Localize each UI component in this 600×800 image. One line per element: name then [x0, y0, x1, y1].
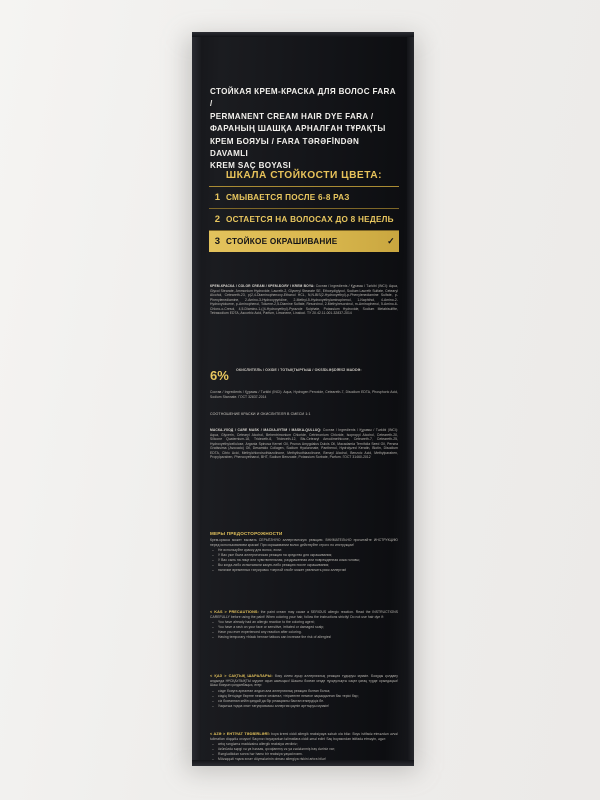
scale-row — [209, 209, 399, 231]
list-item: – сізде бояуға арналған алдын ала аллергиялық реакция болған болса; — [215, 689, 398, 694]
mask-ingredients-body: Aqua, Glycerin, Cetearyl Alcohol, Behentrimonium Chloride, Cetrimonium Chloride, Isopropyl Alcohol, Ceteareth-20, Silicone Quaternium-18, Trideceth-6, Trideceth-12, Bis-Cetearyl Amodimethicone, Ceteareth-7, Ceteareth-25, Hydroxyethylcellulose, Argania Spinosa Kernel Oil, Prunus Amygdalus Dulcis Oil, Macadamia Ternifolia Seed Oil, Persea Gratissima (Avocado) Oil, Desamido Collagen, Sodium Hyaluronate, Panthenol, Hydrolyzed Keratin, Biotin, Disodium EDTA, Citric Acid, Methylchloroisothiazolinone, Methylisothiazolinone, Benzyl Alcohol, Benzoic Acid, Methylparaben, Propylparaben, Phenoxyethanol, BHT, Sodium Benzoate, Potassium Sorbate, Parfum. ГОСТ 31460-2012 — [210, 432, 398, 459]
warnings-kazakh-intro: бояу кілем ауыр аллергиялық реакция тудыруы мүмкін. Бояуды қолдану алдында НҰСҚАУЛЫҚТЫ мұқият оқып шығыңыз! Шашты бояған кезде нұсқаулықты сақат қатаң түрде орындаңыз! Шаш бояуын қолданбаңыз, егер: — [210, 674, 398, 687]
list-item: – Having temporary «black henna» tattoos can increase the risk of allergies! — [215, 635, 398, 640]
warnings-english-intro: the paint cream may cause a SERIOUS allergic reaction. Read the INSTRUCTIONS CAREFULLY before using the paint! When coloring your hair, follow the instructions strictly! Do not use hair dye if: — [210, 610, 398, 619]
warnings-english-list — [210, 620, 398, 640]
cream-ingredients-subheading: Состав / Ingredients / Құрамы / Tərkibi (INCI): — [315, 284, 389, 288]
oxidant-ingredients-body: Состав / Ingredients / Құрамы / Tərkibi (INCI): Aqua, Hydrogen Peroxide, Ceteareth-7, Disodium EDTA, Phosphoric Acid, Sodium Stannate. ГОСТ 32837-2014 — [210, 390, 398, 399]
mix-ratio-text: СООТНОШЕНИЕ КРАСКИ И ОКИСЛИТЕЛЯ В СМЕСИ 1:1 — [210, 412, 311, 416]
list-item: – Уақытша «қара хна» татуировкасы аллергия қаупін арттыруы мүмкін! — [215, 704, 398, 709]
list-item: – üzünüzdə səpgi və ya həssas, qıcıqlanmış və ya zədələnmiş baş dəriniz var; — [215, 747, 398, 752]
scale-title: ШКАЛА СТОЙКОСТИ ЦВЕТА: — [209, 170, 399, 187]
warnings-russian-heading: МЕРЫ ПРЕДОСТОРОЖНОСТИ — [210, 531, 283, 536]
package-right-edge — [407, 32, 414, 766]
product-title-line: ФАРАНЫҢ ШАШҚА АРНАЛҒАН ТҰРАҚТЫ — [210, 124, 386, 134]
cream-ingredients-body: Aqua, Glycol Stearate, Ammonium Hydroxide, Laureth-2, Glyceryl Stearate SE, Ethoxydiglycol, Sodium Laureth Sulfate, Cetearyl Alcohol, Ceteareth-23, p(2,4-Diaminophenoxy-Ethanol HCL, N,N-BIS(2-Hydroxyethyl)-p-Phenylenediamine Sulfate, p-Phenylenediamine, 2-Amino-3-Hydroxypyridine, 2-Methyl-5-Hydroxyethylaminophenol, 1-Naphthol, 4-Amino-2-Hydroxytoluene, p-Aminophenol, Toluene-2,5-Diamine Sulfate, Resorcinol, 2-Methylresorcinol, m-Aminophenol, 5-Amino-6-Chloro-o-Cresol, 4,5-Diamino-1-((4-Hydroxyethyl)-Pyrazole Sulphate, Potassium Hydroxide, Sodium Metabisulfite, Tetrasodium EDTA, Ascorbic Acid, Parfum, Limonene, Linalool. ТУ 20.42.11-001-32837-2014 — [210, 284, 398, 315]
scale-row-number: 2 — [214, 214, 221, 225]
warnings-azerbaijani-intro: boya kremi ciddi allergik reaksiyaya səbəb ola bilər. Boyu istifadə etməzdən əvvəl təlimatları diqqətlə oxuyun! Saçınızı boyayarkən təlimatlara ciddi əməl edin! Saç boyasından istifadə etməyin, əgər: — [210, 732, 398, 741]
product-title-line: PERMANENT CREAM HAIR DYE FARA / — [210, 111, 374, 121]
scale-row-selected — [209, 231, 399, 252]
list-item: – You have already had an allergic reaction to the coloring agent; — [215, 620, 398, 625]
product-title-line: СТОЙКАЯ КРЕМ-КРАСКА ДЛЯ ВОЛОС FARA / — [210, 87, 396, 109]
product-title — [210, 86, 398, 173]
scale-row — [209, 187, 399, 209]
warnings-english — [210, 610, 398, 640]
warnings-kazakh-heading: < ҚАЗ > САҚТЫҚ ШАРАЛАРЫ: — [210, 674, 273, 678]
warnings-russian-intro: Крем-краска может вызвать СЕРЬЁЗНУЮ аллергическую реакцию. ВНИМАТЕЛЬНО прочитайте ИНСТРУКЦИЮ перед использованием краски! При окрашивании волос действуйте строго по инструкции! — [210, 538, 398, 547]
warnings-russian-list — [210, 548, 398, 573]
list-item: – Rənglədikdən sonra hər hansı bir reaksiya yaşadınızmı. — [215, 752, 398, 757]
scale-row-label: ОСТАЕТСЯ НА ВОЛОСАХ ДО 8 НЕДЕЛЬ — [226, 215, 394, 224]
package-left-edge — [192, 32, 201, 766]
list-item: – У Вас уже была аллергическая реакция на средство для окрашивания; — [215, 553, 398, 558]
warnings-english-heading: < KAS > PRECAUTIONS: — [210, 610, 259, 614]
list-item: – You have a rash on your face or sensitive, irritated or damaged scalp; — [215, 625, 398, 630]
mask-ingredients-block — [210, 428, 398, 460]
cream-ingredients-block — [210, 284, 398, 316]
list-item: – наличие временных татуировок «черной хной» может увеличить риск аллергии! — [215, 568, 398, 573]
checkmark-icon: ✓ — [387, 236, 395, 246]
product-title-line: KREM SAÇ BOYASI — [210, 161, 291, 171]
package-printed-content — [206, 32, 402, 766]
list-item: – Have you ever experienced any reaction after coloring. — [215, 630, 398, 635]
list-item: – Вы когда-либо испытывали какую-либо реакцию после окрашивания; — [215, 563, 398, 568]
scale-row-label: СТОЙКОЕ ОКРАШИВАНИЕ — [226, 237, 338, 246]
list-item: – сіздің бетіңізде бөртпе немесе сезімтал, тітіркенген немесе зақымдалған бас терісі бар; — [215, 694, 398, 699]
cream-ingredients-heading: КРЕМ-КРАСКА / COLOR CREAM / КРЕМ-БОЯУ / KREM BOYA: — [210, 284, 315, 288]
warnings-azerbaijani-list — [210, 742, 398, 762]
oxidant-label: ОКИСЛИТЕЛЬ / OXIDE / ТОТЫҚТЫРҒЫШ / OKSİDLƏŞDİRİCİ MADDƏ: — [236, 368, 362, 372]
oxidant-block — [210, 368, 398, 382]
product-title-line: КРЕМ БОЯУЫ / FARA TƏRƏFİNDƏN DAVAMLI — [210, 136, 360, 159]
warnings-azerbaijani-heading: < AZƏ > EHTİYAT TƏDBİRLƏRİ: — [210, 732, 270, 736]
warnings-kazakh — [210, 674, 398, 709]
color-durability-scale — [209, 170, 399, 252]
warnings-azerbaijani — [210, 732, 398, 762]
mask-ingredients-heading: МАСКА-УХОД / CARE MASK / МАСКА-КҮТІМ / MASKA-QULLUQ: — [210, 428, 322, 432]
scale-row-number: 3 — [214, 236, 221, 247]
scale-row-label: СМЫВАЕТСЯ ПОСЛЕ 6-8 РАЗ — [226, 193, 350, 202]
warnings-russian — [210, 532, 398, 573]
scale-row-number: 1 — [214, 192, 221, 203]
product-package — [192, 32, 414, 766]
list-item: – artıq rəngləmə maddəsinə allergik reaksiya verdiniz; — [215, 742, 398, 747]
list-item: – У Вас сыпь на лице или чувствительная, раздраженная или поврежденная кожа головы; — [215, 558, 398, 563]
list-item: – Не используйте краску для волос, если: — [215, 548, 398, 553]
mask-ingredients-subheading: Состав / Ingredients / Құрамы / Tərkibi (INCI): — [322, 428, 398, 432]
warnings-kazakh-list — [210, 689, 398, 709]
list-item: – Müvəqqəti «qara xına» döymələrinin olması allergiya riskini artıra bilər! — [215, 757, 398, 762]
oxidant-percent: 6% — [210, 368, 229, 383]
list-item: – сіз бояғаннан кейін қандай да бір реакцияны бастан өткердіңіз бе. — [215, 699, 398, 704]
